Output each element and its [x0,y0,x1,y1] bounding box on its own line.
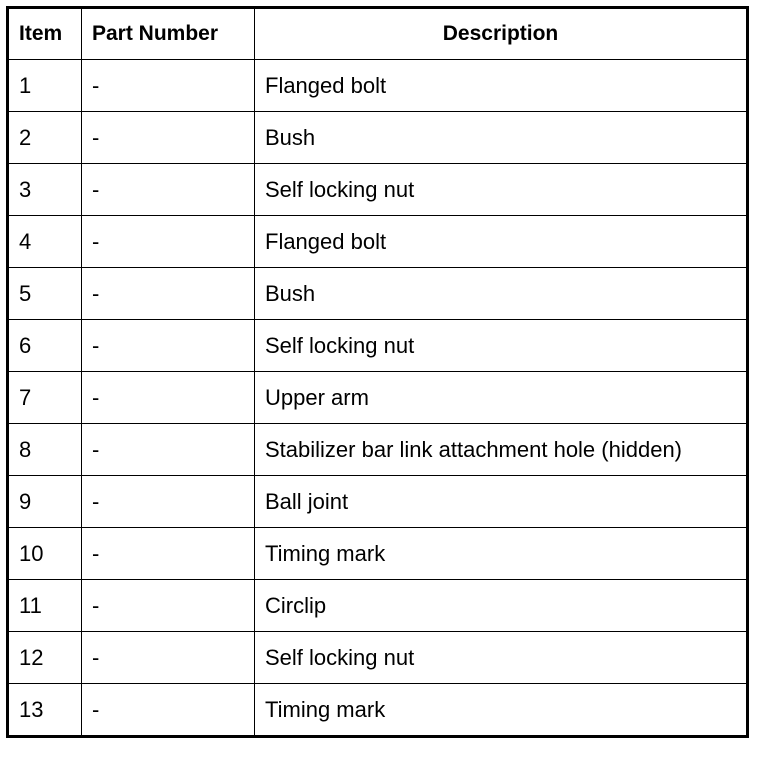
cell-item: 10 [8,528,82,580]
table-row [8,112,748,164]
table-row [8,268,748,320]
cell-description: Stabilizer bar link attachment hole (hidden) [255,424,748,476]
cell-item: 11 [8,580,82,632]
parts-table [6,6,749,738]
cell-part-number: - [82,372,255,424]
cell-item: 3 [8,164,82,216]
cell-part-number: - [82,632,255,684]
table-row [8,424,748,476]
cell-part-number: - [82,216,255,268]
cell-description: Circlip [255,580,748,632]
cell-item: 4 [8,216,82,268]
table-row [8,320,748,372]
cell-description: Flanged bolt [255,216,748,268]
cell-item: 2 [8,112,82,164]
cell-item: 12 [8,632,82,684]
table-row [8,60,748,112]
cell-part-number: - [82,268,255,320]
cell-part-number: - [82,528,255,580]
cell-item: 5 [8,268,82,320]
table-header-row [8,8,748,60]
table-row [8,164,748,216]
table-body [8,60,748,737]
cell-part-number: - [82,164,255,216]
cell-description: Ball joint [255,476,748,528]
cell-description: Timing mark [255,528,748,580]
cell-part-number: - [82,320,255,372]
cell-description: Self locking nut [255,320,748,372]
cell-part-number: - [82,580,255,632]
cell-description: Bush [255,112,748,164]
header-item: Item [8,8,82,60]
table-row [8,580,748,632]
table-row [8,476,748,528]
cell-item: 13 [8,684,82,737]
cell-part-number: - [82,476,255,528]
cell-item: 6 [8,320,82,372]
cell-item: 8 [8,424,82,476]
header-description: Description [255,8,748,60]
cell-item: 9 [8,476,82,528]
cell-description: Bush [255,268,748,320]
table-row [8,684,748,737]
cell-item: 7 [8,372,82,424]
header-part-number: Part Number [82,8,255,60]
cell-part-number: - [82,424,255,476]
table-row [8,528,748,580]
cell-description: Timing mark [255,684,748,737]
cell-part-number: - [82,112,255,164]
cell-part-number: - [82,684,255,737]
cell-part-number: - [82,60,255,112]
table-row [8,632,748,684]
cell-description: Upper arm [255,372,748,424]
cell-item: 1 [8,60,82,112]
cell-description: Self locking nut [255,164,748,216]
cell-description: Self locking nut [255,632,748,684]
table-row [8,372,748,424]
table-row [8,216,748,268]
cell-description: Flanged bolt [255,60,748,112]
